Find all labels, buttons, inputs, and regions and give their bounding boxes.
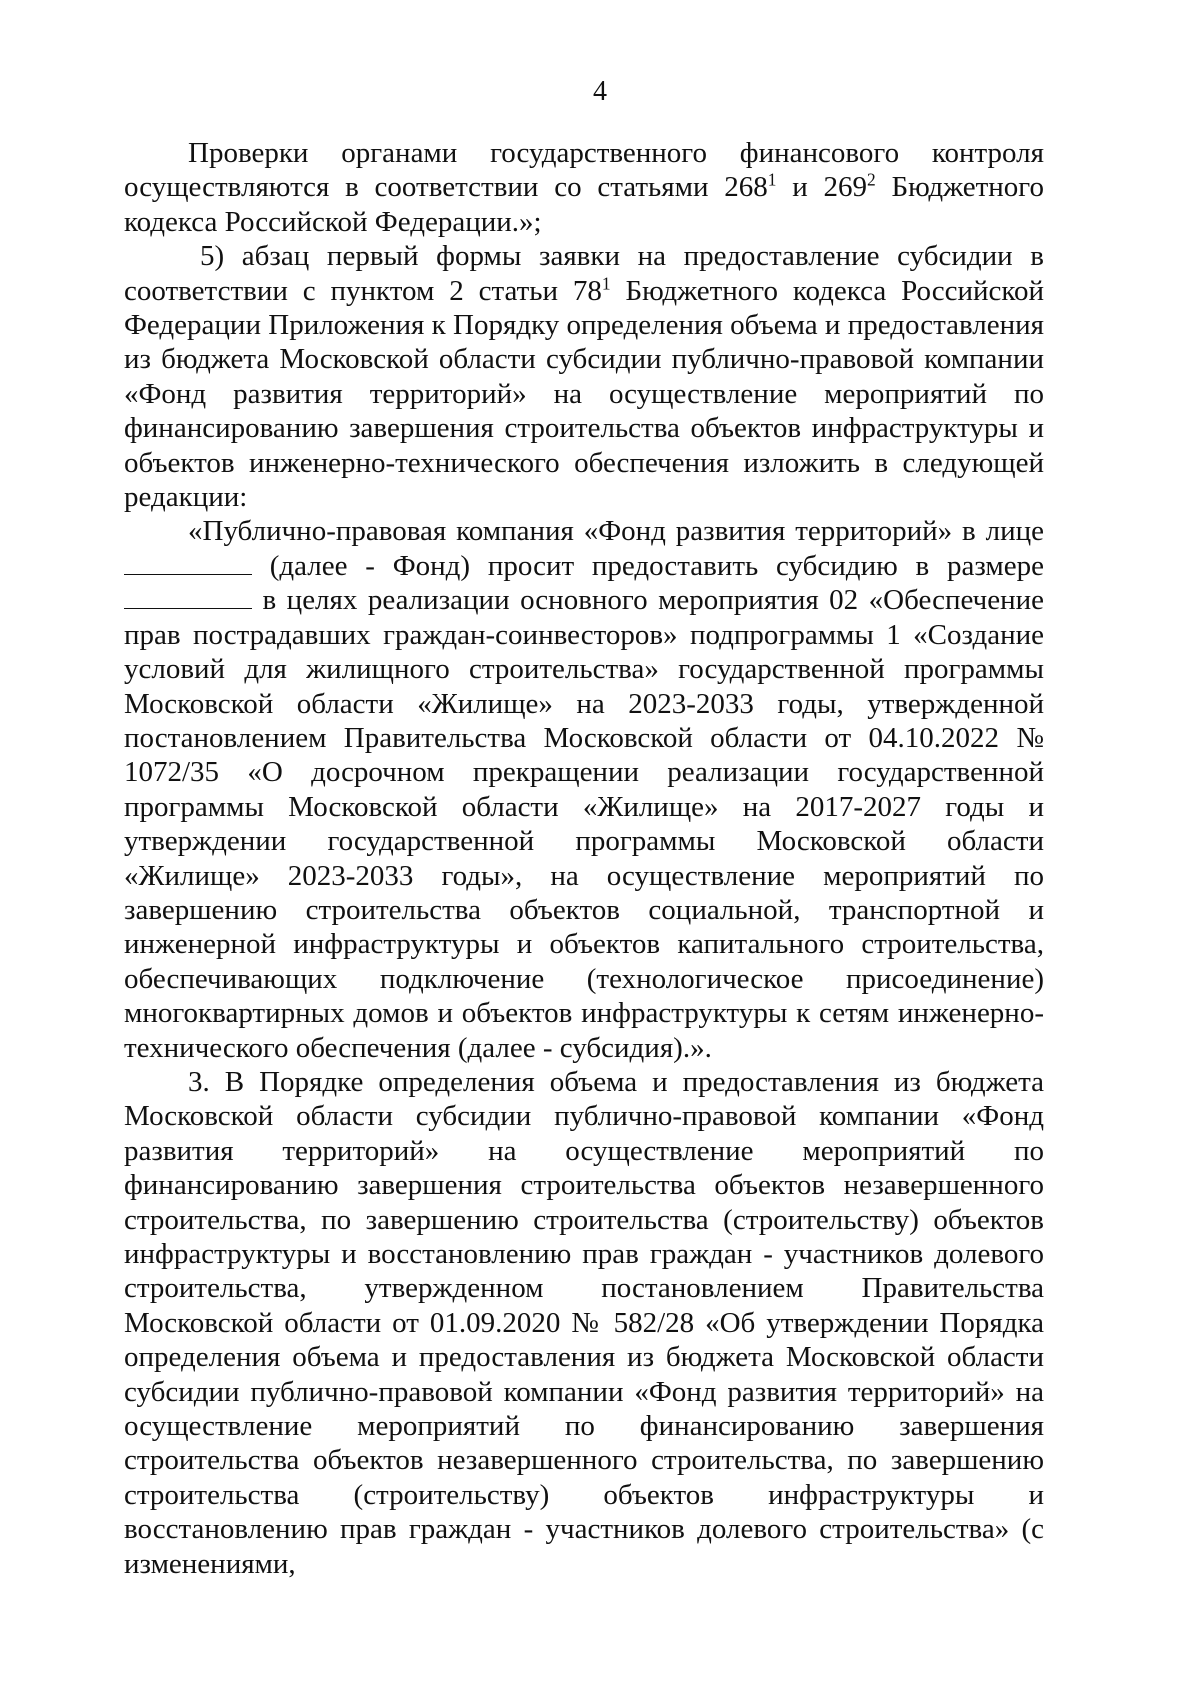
superscript: 1 (601, 272, 611, 293)
paragraph-item-3 (124, 1065, 1044, 1581)
paragraph-application-form (124, 514, 1044, 1065)
document-body (124, 136, 1044, 1581)
paragraph-text: 5) абзац первый формы заявки на предоставление субсидии в соответствии с пунктом 2 статьи 78 (124, 240, 1044, 307)
paragraph-text: (далее - Фонд) просит предоставить субсидию в размере (252, 549, 1044, 582)
superscript: 1 (767, 169, 777, 190)
page-number: 4 (593, 76, 607, 107)
paragraph-text: Бюджетного кодекса Российской Федерации.»; (124, 171, 1044, 238)
paragraph-financial-control (124, 136, 1044, 239)
paragraph-text: в целях реализации основного мероприятия 02 «Обеспечение прав пострадавших граждан-соинвесторов» подпрограммы 1 «Создание условий для жилищного строительства» государственной программы Московской области «Жилище» на 2023-2033 годы, утвержденной постановлением Правительства Московской области от 04.10.2022 № 1072/35 «О досрочном прекращении реализации государственной программы Московской области «Жилище» на 2017-2027 годы и утверждении государственной программы Московской области «Жилище» 2023-2033 годы», на осуществление мероприятий по завершению строительства объектов социальной, транспортной и инженерной инфраструктуры и объектов капитального строительства, обеспечивающих подключение (технологическое присоединение) многоквартирных домов и объектов инфраструктуры к сетям инженерно-технического обеспечения (далее - субсидия).». (124, 584, 1044, 1064)
paragraph-item-5 (124, 239, 1044, 514)
paragraph-text: Проверки органами государственного финансового контроля осуществляются в соответствии со статьями 268 (124, 137, 1044, 204)
paragraph-text: 3. В Порядке определения объема и предоставления из бюджета Московской области субсидии публично-правовой компании «Фонд развития территорий» на осуществление мероприятий по финансированию завершения строительства объектов незавершенного строительства, по завершению строительства (строительству) объектов инфраструктуры и восстановлению прав граждан - участников долевого строительства, утвержденном постановлением Правительства Московской области от 01.09.2020 № 582/28 «Об утверждении Порядка определения объема и предоставления из бюджета Московской области субсидии публично-правовой компании «Фонд развития территорий» на осуществление мероприятий по финансированию завершения строительства объектов незавершенного строительства, по завершению строительства (строительству) объектов инфраструктуры и восстановлению прав граждан - участников долевого строительства» (с изменениями, (124, 1065, 1044, 1580)
blank-field-representative (124, 552, 252, 575)
blank-field-amount (124, 586, 252, 609)
paragraph-text: «Публично-правовая компания «Фонд развития территорий» в лице (188, 515, 1044, 548)
superscript: 2 (867, 169, 876, 190)
paragraph-text: и 269 (776, 171, 867, 204)
paragraph-text: Бюджетного кодекса Российской Федерации Приложения к Порядку определения объема и предоставления из бюджета Московской области субсидии публично-правовой компании «Фонд развития территорий» на осуществление мероприятий по финансированию завершения строительства объектов инфраструктуры и объектов инженерно-технического обеспечения изложить в следующей редакции: (124, 274, 1044, 514)
